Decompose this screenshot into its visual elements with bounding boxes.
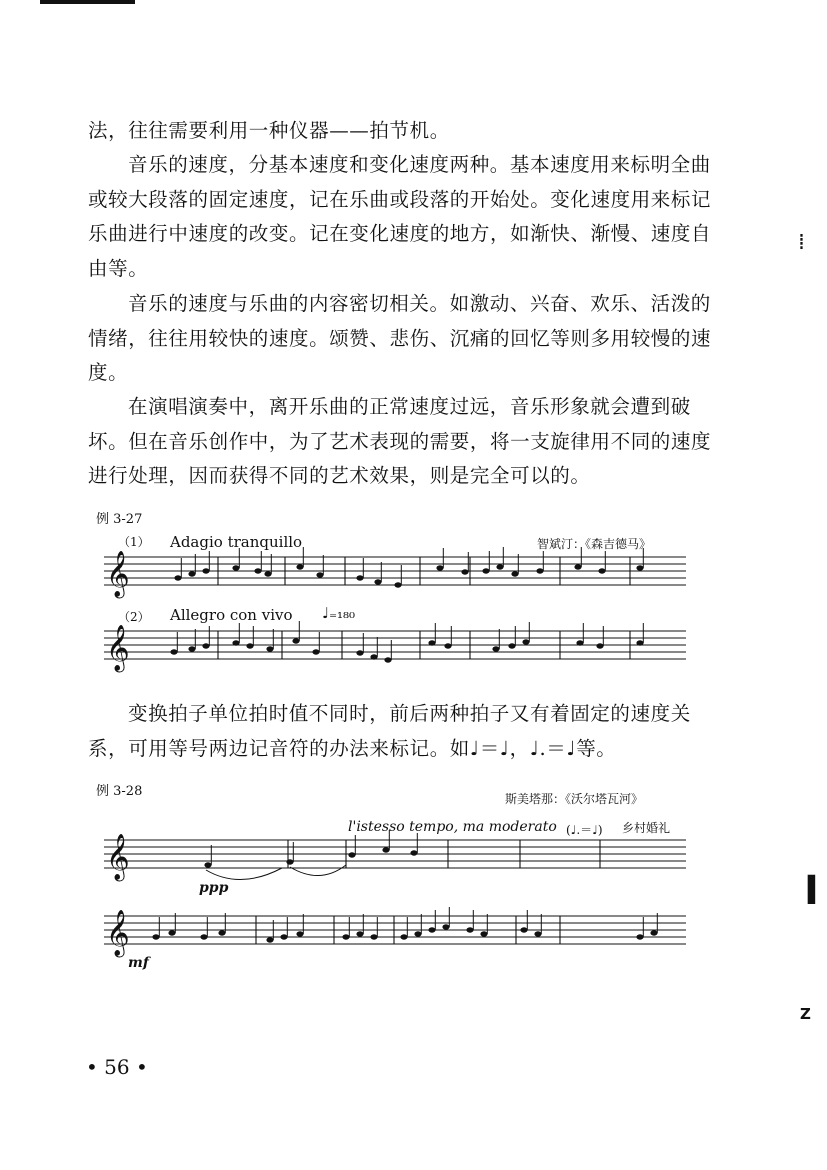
slur (290, 865, 346, 876)
example-27-line2-number: （2） (118, 610, 150, 624)
ex27-staff2-note (246, 643, 253, 648)
margin-mark-bar: I (804, 868, 819, 914)
ex28-staff2-note (266, 937, 273, 942)
ex27-staff2-clef: 𝄞 (106, 625, 130, 671)
ex27-staff1-note (174, 575, 181, 580)
ex27-staff1-note (461, 569, 468, 574)
paragraph-1: 法，往往需要利用一种仪器——拍节机。 (88, 119, 450, 142)
example-28-label: 例 3-28 (96, 784, 143, 799)
ex28-staff2-note (650, 930, 657, 935)
ex28-staff2-note (442, 924, 449, 929)
ex28-staff1-note (204, 862, 211, 867)
example-28-subtitle: 乡村婚礼 (622, 821, 671, 835)
ex27-staff1-note (202, 568, 209, 573)
ex27-staff1-note (232, 565, 239, 570)
ex27-staff1-note (316, 572, 323, 577)
ex28-staff2-note (636, 934, 643, 939)
ex28-staff2-note (466, 927, 473, 932)
ex28-staff2-note (370, 934, 377, 939)
ex27-staff1-note (511, 571, 518, 576)
ex27-staff1-note (188, 571, 195, 576)
ex27-staff2-note (202, 643, 209, 648)
ex28-staff2-note (342, 934, 349, 939)
example-28-tempo-equivalence: (♩.＝♩) (566, 823, 603, 837)
ex28-staff2-note (400, 934, 407, 939)
example-27-source: 智斌汀：《森吉德马》 (537, 537, 652, 551)
ex27-staff2-note (428, 640, 435, 645)
example-28-tempo-mark: l'istesso tempo, ma moderato (348, 819, 557, 835)
ex28-staff2-note (296, 931, 303, 936)
ex28-staff2-note (200, 934, 207, 939)
example-27-label: 例 3-27 (96, 512, 143, 527)
ex27-staff1-note (598, 568, 605, 573)
ex28-staff2-note (534, 931, 541, 936)
ex28-staff2-clef: 𝄞 (106, 910, 130, 956)
example-27-metronome: ♩₌₁₈₀ (322, 604, 356, 622)
margin-mark-z: Z (800, 1005, 811, 1023)
ex27-staff2-note (170, 649, 177, 654)
margin-mark-top: ⁞ (798, 230, 805, 255)
ex27-staff2-note (292, 638, 299, 643)
paragraph-2: 音乐的速度，分基本速度和变化速度两种。基本速度用来标明全曲或较大段落的固定速度，记在乐曲或段落的开始处。变化速度用来标记乐曲进行中速度的改变。记在变化速度的地方，如渐快、渐慢、速度自由等。 (88, 153, 712, 280)
ex27-staff1-note (536, 568, 543, 573)
ex27-staff2-note (444, 643, 451, 648)
example-27-line1-tempo: Adagio tranquillo (170, 533, 303, 551)
ex27-staff1-note (264, 571, 271, 576)
example-27-line2-tempo: Allegro con vivo (170, 606, 293, 624)
slur (206, 868, 282, 880)
dynamic-mf: mf (128, 955, 149, 971)
example-27-line1-number: （1） (118, 535, 150, 549)
ex28-staff1-note (382, 847, 389, 852)
ex27-staff2-note (596, 643, 603, 648)
ex28-staff2-note (168, 930, 175, 935)
page-number: • 56 • (86, 1055, 148, 1079)
ex27-staff1-note (636, 565, 643, 570)
ex27-staff1-note (356, 575, 363, 580)
ex28-staff2-note (356, 931, 363, 936)
ex28-staff2-note (520, 927, 527, 932)
ex27-staff2-note (232, 640, 239, 645)
paragraph-3: 音乐的速度与乐曲的内容密切相关。如激动、兴奋、欢乐、活泼的情绪，往往用较快的速度。颂赞、悲伤、沉痛的回忆等则多用较慢的速度。 (88, 292, 712, 384)
ex27-staff1-note (496, 564, 503, 569)
ex27-staff1-note (394, 582, 401, 587)
ex27-staff1-note (374, 579, 381, 584)
paragraph-4: 在演唱演奏中，离开乐曲的正常速度过远，音乐形象就会遭到破坏。但在音乐创作中，为了艺术表现的需要，将一支旋律用不同的速度进行处理，因而获得不同的艺术效果，则是完全可以的。 (88, 395, 712, 487)
paragraph-5: 变换拍子单位拍时值不同时，前后两种拍子又有着固定的速度关系，可用等号两边记音符的办法来标记。如♩＝♩，♩.＝♩等。 (88, 702, 691, 760)
ex28-staff1-note (348, 852, 355, 857)
ex27-staff2-note (508, 643, 515, 648)
dynamic-ppp: ppp (199, 880, 229, 896)
ex28-staff2-note (280, 934, 287, 939)
ex27-staff1-note (482, 568, 489, 573)
ex27-staff1-clef: 𝄞 (106, 551, 130, 597)
ex28-staff2-note (480, 931, 487, 936)
ex28-staff2-note (414, 931, 421, 936)
ex27-staff2-note (576, 640, 583, 645)
ex27-staff2-note (492, 646, 499, 651)
ex27-staff1-note (254, 568, 261, 573)
ex27-staff2-note (636, 640, 643, 645)
ex27-staff2-note (188, 646, 195, 651)
ex28-staff1-clef: 𝄞 (106, 834, 130, 880)
ex27-staff2-note (522, 639, 529, 644)
ex27-staff1-note (574, 564, 581, 569)
ex27-staff2-note (384, 657, 391, 662)
ex27-staff2-note (356, 650, 363, 655)
example-28-source: 斯美塔那：《沃尔塔瓦河》 (505, 792, 644, 806)
ex27-staff2-note (266, 646, 273, 651)
ex27-staff2-note (312, 649, 319, 654)
ex27-staff1-note (436, 565, 443, 570)
ex28-staff1-note (410, 850, 417, 855)
ex27-staff2-note (370, 654, 377, 659)
ex28-staff2-note (152, 934, 159, 939)
ex27-staff1-note (296, 564, 303, 569)
ex28-staff2-note (428, 927, 435, 932)
ex28-staff2-note (218, 930, 225, 935)
ex28-staff1-note (286, 859, 293, 864)
